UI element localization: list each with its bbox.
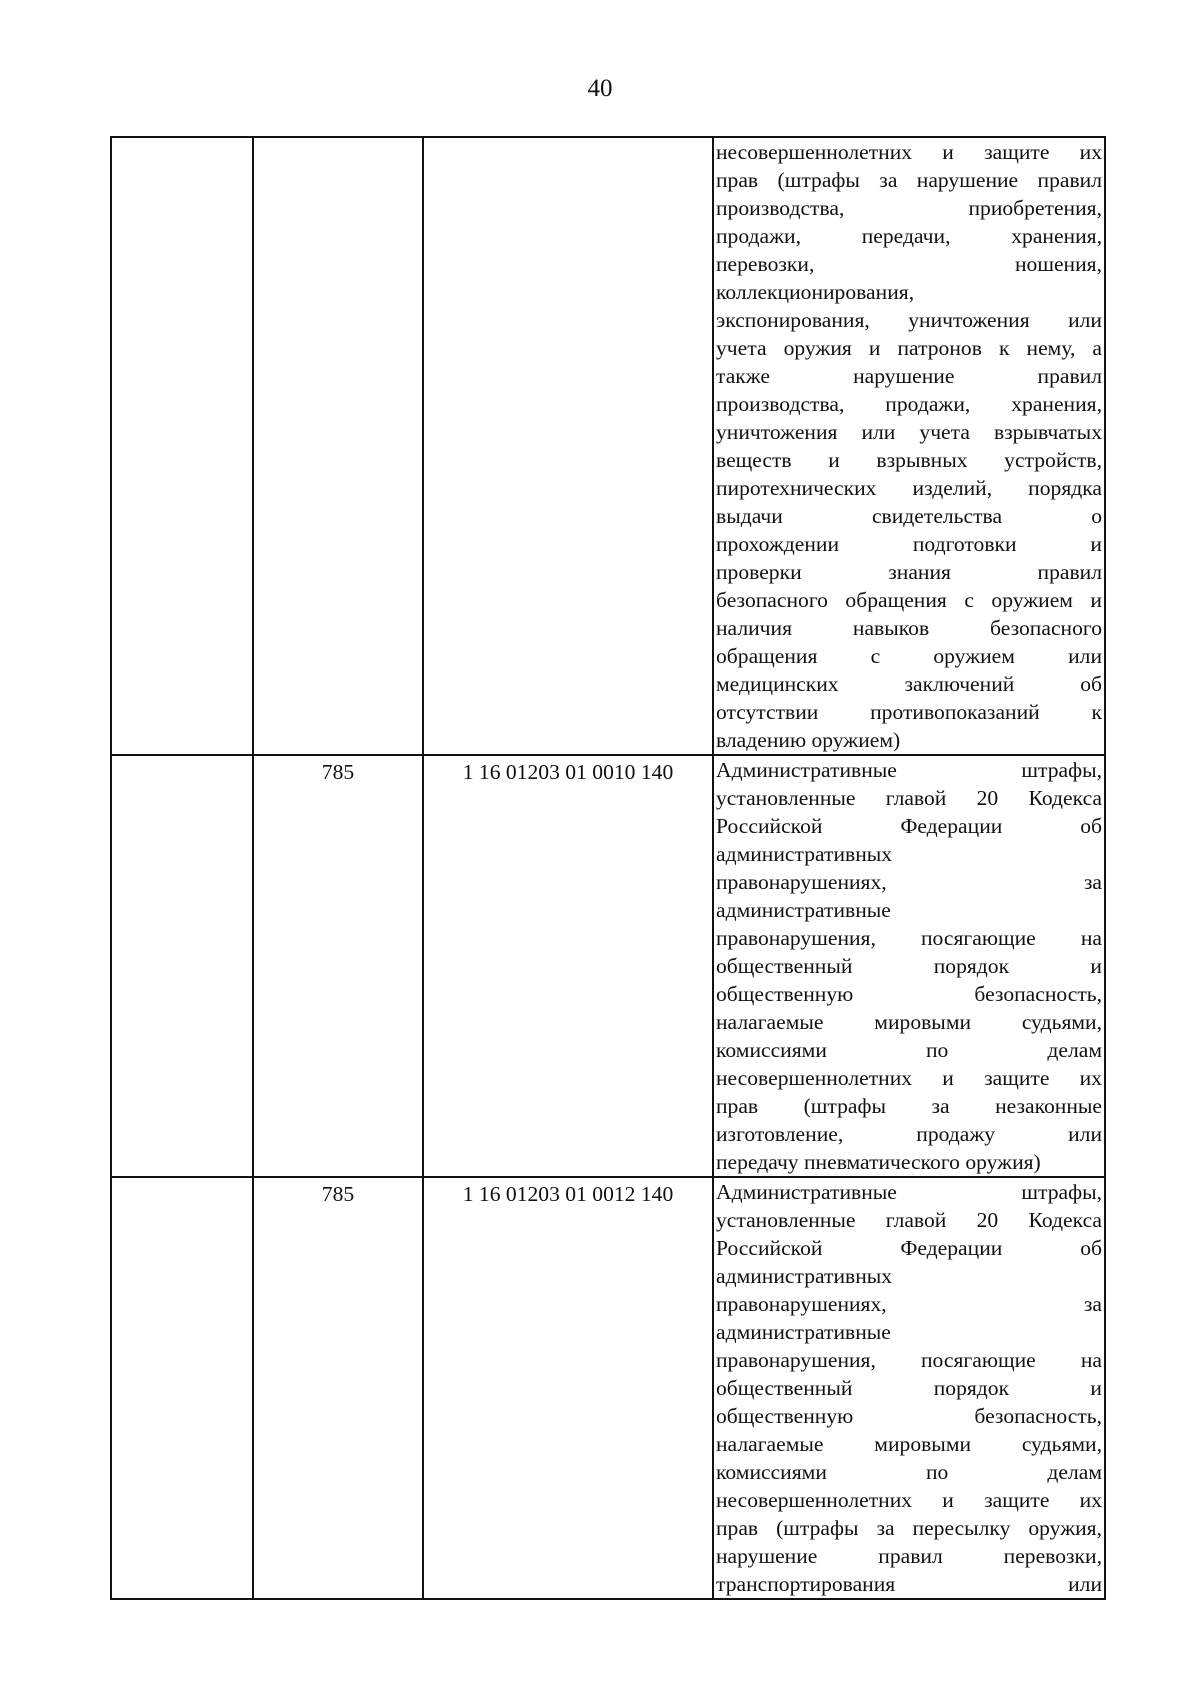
description-line: обращения с оружием или (716, 644, 1102, 668)
admin-code-cell: 785 (253, 1177, 423, 1599)
description-line: общественный порядок и (716, 1376, 1102, 1400)
description-line: прав (штрафы за пересылку оружия, (716, 1516, 1102, 1540)
description-line: административных (716, 1264, 893, 1288)
description-line: комиссиями по делам (716, 1460, 1102, 1484)
description-line: общественную безопасность, (716, 1404, 1102, 1428)
table-cell-blank (111, 755, 253, 1177)
description-line: административные (716, 1320, 891, 1344)
table-cell-blank (111, 1177, 253, 1599)
description-cell (713, 137, 1105, 755)
description-line: правонарушениях, за (716, 1292, 1102, 1316)
description-line: коллекционирования, (716, 280, 915, 304)
budget-classification-table (110, 136, 1106, 1600)
description-line: безопасного обращения с оружием и (716, 588, 1102, 612)
admin-code-cell: 785 (253, 755, 423, 1177)
description-line: проверки знания правил (716, 560, 1102, 584)
page-number: 40 (587, 75, 613, 102)
description-line: транспортирования или (716, 1572, 1102, 1596)
description-line: прав (штрафы за незаконные (716, 1094, 1102, 1118)
description-cell (713, 1177, 1105, 1599)
description-line: налагаемые мировыми судьями, (716, 1010, 1102, 1034)
description-line: Российской Федерации об (716, 1236, 1102, 1260)
table-row (111, 1177, 1105, 1599)
description-line: учета оружия и патронов к нему, а (716, 336, 1102, 360)
budget-code-cell: 1 16 01203 01 0012 140 (423, 1177, 713, 1599)
description-line: владению оружием) (716, 728, 901, 752)
description-line: установленные главой 20 Кодекса (716, 1208, 1102, 1232)
description-line: отсутствии противопоказаний к (716, 700, 1102, 724)
admin-code-cell (253, 137, 423, 755)
description-line: административные (716, 898, 891, 922)
description-line: производства, приобретения, (716, 196, 1102, 220)
description-line: наличия навыков безопасного (716, 616, 1102, 640)
description-line: пиротехнических изделий, порядка (716, 476, 1102, 500)
description-line: веществ и взрывных устройств, (716, 448, 1102, 472)
description-line: несовершеннолетних и защите их (716, 1488, 1102, 1512)
description-line: общественный порядок и (716, 954, 1102, 978)
description-line: административных (716, 842, 893, 866)
description-line: комиссиями по делам (716, 1038, 1102, 1062)
table-row (111, 755, 1105, 1177)
description-cell (713, 755, 1105, 1177)
description-line: передачу пневматического оружия) (716, 1150, 1041, 1174)
description-line: прохождении подготовки и (716, 532, 1102, 556)
description-line: изготовление, продажу или (716, 1122, 1102, 1146)
description-line: медицинских заключений об (716, 672, 1102, 696)
description-line: выдачи свидетельства о (716, 504, 1102, 528)
description-line: прав (штрафы за нарушение правил (716, 168, 1102, 192)
description-line: экспонирования, уничтожения или (716, 308, 1102, 332)
description-line: нарушение правил перевозки, (716, 1544, 1102, 1568)
description-line: правонарушения, посягающие на (716, 1348, 1102, 1372)
budget-code-cell (423, 137, 713, 755)
description-line: Административные штрафы, (716, 758, 1102, 782)
budget-code-cell: 1 16 01203 01 0010 140 (423, 755, 713, 1177)
description-line: налагаемые мировыми судьями, (716, 1432, 1102, 1456)
description-line: общественную безопасность, (716, 982, 1102, 1006)
description-line: правонарушениях, за (716, 870, 1102, 894)
description-line: установленные главой 20 Кодекса (716, 786, 1102, 810)
description-line: правонарушения, посягающие на (716, 926, 1102, 950)
description-line: несовершеннолетних и защите их (716, 140, 1102, 164)
description-line: уничтожения или учета взрывчатых (716, 420, 1102, 444)
description-line: продажи, передачи, хранения, (716, 224, 1102, 248)
description-line: Административные штрафы, (716, 1180, 1102, 1204)
table-row (111, 137, 1105, 755)
description-line: Российской Федерации об (716, 814, 1102, 838)
description-line: несовершеннолетних и защите их (716, 1066, 1102, 1090)
description-line: производства, продажи, хранения, (716, 392, 1102, 416)
description-line: также нарушение правил (716, 364, 1102, 388)
description-line: перевозки, ношения, (716, 252, 1102, 276)
table-cell-blank (111, 137, 253, 755)
